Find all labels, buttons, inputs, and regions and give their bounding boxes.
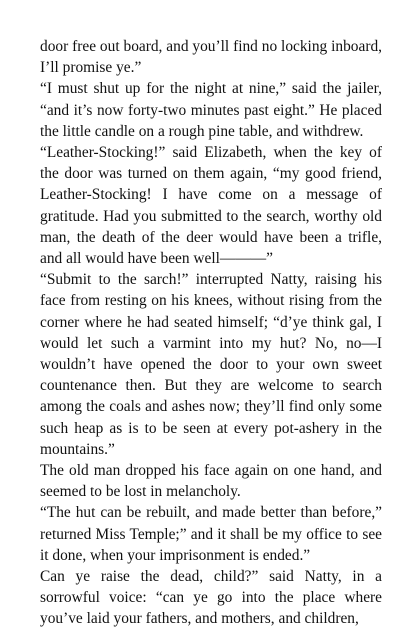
paragraph: “Leather-Stocking!” said Elizabeth, when the key of the door was turned on them again, “my good friend, Leather-Stocking! I have come on a message of gratitude. Had you submitted to the search, worthy old man, the death of the deer would have been a trifle, and all would have been well———” (40, 144, 382, 268)
paragraph: door free out board, and you’ll find no locking inboard, I’ll promise ye.” (40, 38, 382, 77)
paragraph: Can ye raise the dead, child?” said Natty, in a sorrowful voice: “can ye go into the place where you’ve laid your fathers, and mothers, and children, (40, 568, 382, 628)
page-body (40, 36, 382, 630)
paragraph: “Submit to the sarch!” interrupted Natty, raising his face from resting on his knees, without rising from the corner where he had seated himself; “d’ye think gal, I would let such a varmint into my hut? No, no—I wouldn’t have opened the door to your own sweet countenance then. But they are welcome to search among the coals and ashes now; they’ll find only some such heap as is to be seen at every pot-ashery in the mountains.” (40, 271, 382, 458)
paragraph: “I must shut up for the night at nine,” said the jailer, “and it’s now forty-two minutes past eight.” He placed the little candle on a rough pine table, and withdrew. (40, 80, 382, 140)
paragraph: “The hut can be rebuilt, and made better than before,” returned Miss Temple;” and it shall be my office to see it done, when your imprisonment is ended.” (40, 504, 382, 564)
paragraph: The old man dropped his face again on one hand, and seemed to be lost in melancholy. (40, 462, 382, 501)
